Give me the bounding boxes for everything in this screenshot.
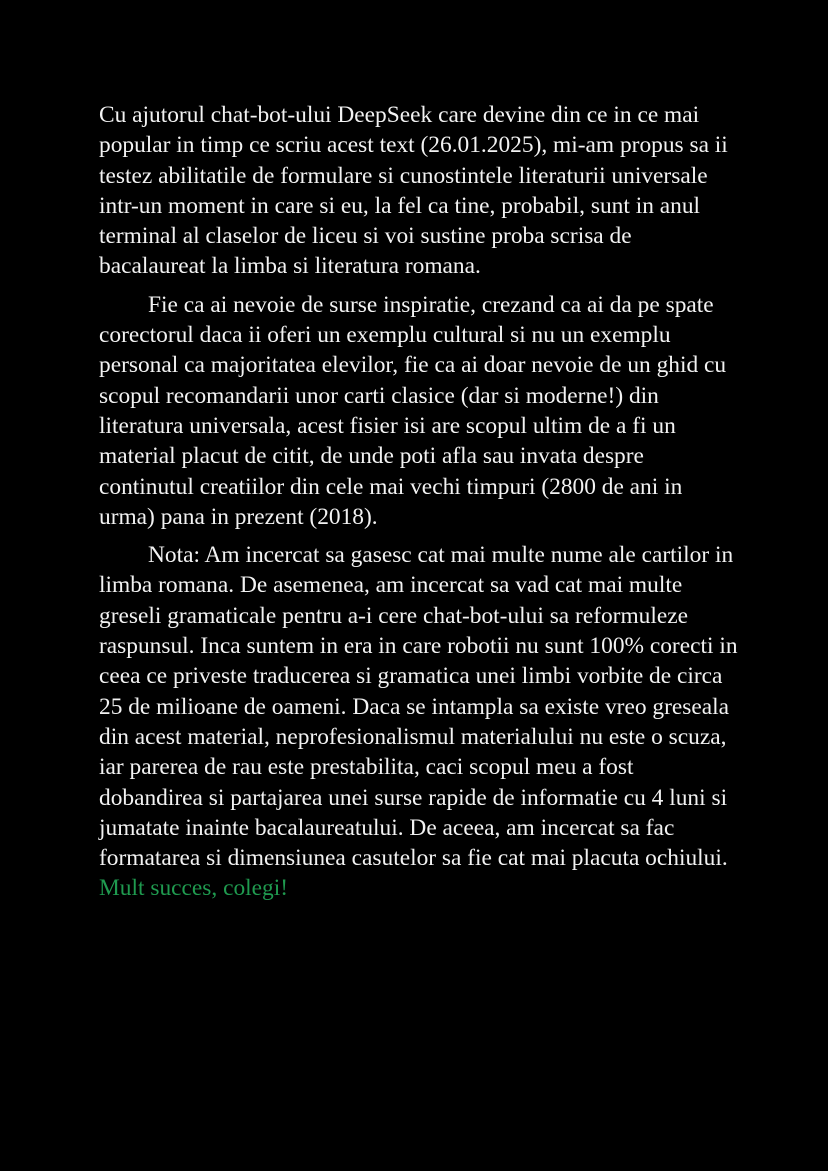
document-page — [99, 100, 739, 904]
closing-line: Mult succes, colegi! — [99, 875, 289, 902]
note-paragraph: Nota: Am incercat sa gasesc cat mai multe nume ale cartilor in limba romana. De asemenea, am incercat sa vad cat mai multe greseli gramaticale pentru a-i cere chat-bot-ului sa reformuleze raspunsul. Inca suntem in era in care robotii nu sunt 100% corecti in ceea ce priveste traducerea si gramatica unei limbi vorbite de circa 25 de milioane de oameni. Daca se intampla sa existe vreo greseala din acest material, neprofesionalismul materialului nu este o scuza, iar parerea de rau este prestabilita, caci scopul meu a fost dobandirea si partajarea unei surse rapide de informatie cu 4 luni si jumatate inainte bacalaureatului. De aceea, am incercat sa fac formatarea si dimensiunea casutelor sa fie cat mai placuta ochiului. — [99, 542, 738, 872]
purpose-paragraph: Fie ca ai nevoie de surse inspiratie, crezand ca ai da pe spate corectorul daca ii oferi un exemplu cultural si nu un exemplu personal ca majoritatea elevilor, fie ca ai doar nevoie de un ghid cu scopul recomandarii unor carti clasice (dar si moderne!) din literatura universala, acest fisier isi are scopul ultim de a fi un material placut de citit, de unde poti afla sau invata despre continutul creatiilor din cele mai vechi timpuri (2800 de ani in urma) pana in prezent (2018). — [99, 291, 727, 530]
intro-paragraph: Cu ajutorul chat-bot-ului DeepSeek care devine din ce in ce mai popular in timp ce scriu acest text (26.01.2025), mi-am propus sa ii testez abilitatile de formulare si cunostintele literaturii universale intr-un moment in care si eu, la fel ca tine, probabil, sunt in anul terminal al claselor de liceu si voi sustine proba scrisa de bacalaureat la limba si literatura romana. — [99, 102, 728, 280]
